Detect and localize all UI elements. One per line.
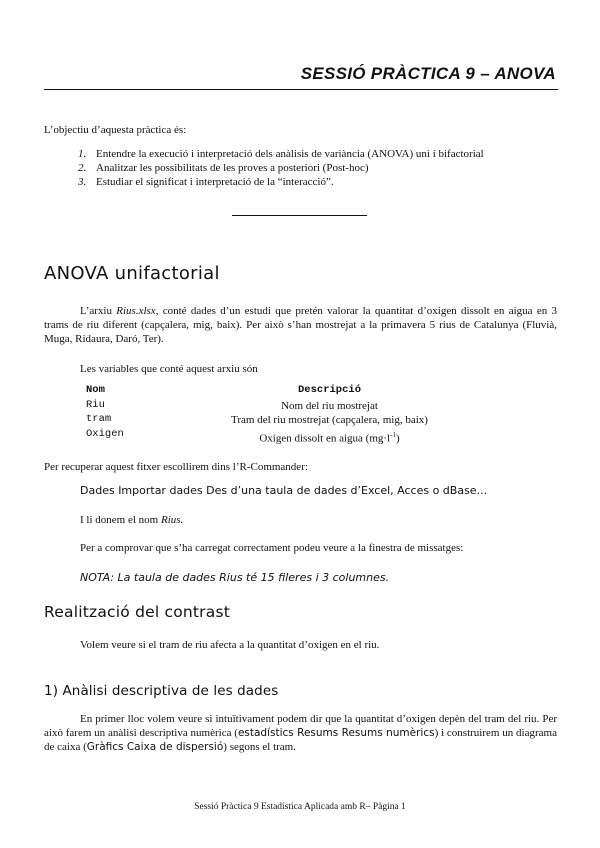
objective-number: 1. (78, 148, 87, 160)
variable-description: Nom del riu mostrejat (281, 399, 378, 412)
document-title: SESSIÓ PRÀCTICA 9 – ANOVA (300, 64, 556, 83)
text-fragment: , conté dades d’un estudi que pretén valorar la quantitat d’oxigen dissolt en aigua en 3 trams de riu diferent (capçalera, mig, baix). Per això s’han mostrejat a la primavera 5 rius de Catalunya (Fluvià, Muga, Ridaura, Daró, Ter). (44, 305, 557, 345)
menu-reference: Gràfics Caixa de dispersió (86, 741, 224, 753)
section-divider (232, 215, 367, 216)
text-fragment: En primer lloc volem veure si intuïtivament podem dir que la quantitat d’oxigen depèn del tram del riu. Per això farem un anàlisi descriptiva numèrica ( (44, 713, 557, 739)
recover-instructions: Per recuperar aquest fitxer escollirem dins l’R-Commander: (44, 461, 308, 473)
heading-contrast: Realització del contrast (44, 603, 231, 621)
contrast-text: Volem veure si el tram de riu afecta a la quantitat d’oxigen en el riu. (80, 639, 380, 651)
table-row (86, 413, 458, 428)
objective-item (78, 175, 484, 189)
text-fragment: ) i construirem un diagrama de caixa ( (44, 727, 557, 753)
objective-number: 3. (78, 176, 87, 188)
text-fragment: ) (395, 432, 400, 445)
table-row (86, 428, 458, 446)
menu-reference: estadístics Resums Resums numèrics (237, 727, 435, 739)
heading-anova-unifactorial: ANOVA unifactorial (44, 263, 220, 284)
variables-table (86, 384, 458, 445)
check-instruction: Per a comprovar que s’ha carregat correctament podeu veure a la finestra de missatges: (80, 542, 464, 554)
objective-text: Analitzar les possibilitats de les proves a posteriori (Post-hoc) (96, 162, 369, 174)
note-text: NOTA: La taula de dades Rius té 15 fileres i 3 columnes. (80, 571, 390, 584)
objective-item (78, 147, 484, 161)
descriptive-paragraph (44, 712, 557, 754)
table-row (86, 399, 458, 414)
objective-item (78, 161, 484, 175)
variable-name: tram (86, 413, 112, 425)
menu-path: Dades Importar dades Des d’una taula de dades d’Excel, Acces o dBase... (80, 484, 488, 497)
variable-description: Tram del riu mostrejat (capçalera, mig, baix) (231, 414, 428, 426)
objective-number: 2. (78, 162, 87, 174)
title-underline (44, 89, 558, 90)
text-fragment: I li donem el nom (80, 514, 161, 526)
text-fragment: ) segons el tram. (223, 741, 296, 753)
page-footer: Sessió Pràctica 9 Estadística Aplicada amb R– Pàgina 1 (194, 802, 406, 812)
objectives-list (78, 147, 484, 189)
variable-name: Riu (86, 398, 105, 411)
file-name: Rius.xlsx (116, 305, 156, 317)
column-header-name: Nom (86, 384, 105, 396)
objectives-intro: L’objectiu d’aquesta pràctica és: (44, 124, 187, 136)
table-header-row (86, 384, 458, 399)
variables-intro: Les variables que conté aquest arxiu són (80, 363, 258, 375)
objective-text: Entendre la execució i interpretació dels anàlisis de variància (ANOVA) uni i bifactorial (96, 148, 484, 160)
text-fragment: Oxigen dissolt en aigua (mg·l (259, 432, 391, 445)
variable-description (201, 428, 458, 446)
dataset-name: Rius. (160, 514, 184, 526)
naming-instruction (80, 513, 183, 527)
intro-paragraph (44, 304, 557, 346)
objective-text: Estudiar el significat i interpretació de la “interacció”. (96, 176, 334, 188)
superscript: -1 (390, 430, 396, 439)
text-fragment: L’arxiu (80, 305, 117, 317)
column-header-description: Descripció (297, 384, 361, 396)
variable-name: Oxigen (86, 427, 124, 440)
heading-descriptive-analysis: 1) Anàlisi descriptiva de les dades (44, 683, 279, 699)
